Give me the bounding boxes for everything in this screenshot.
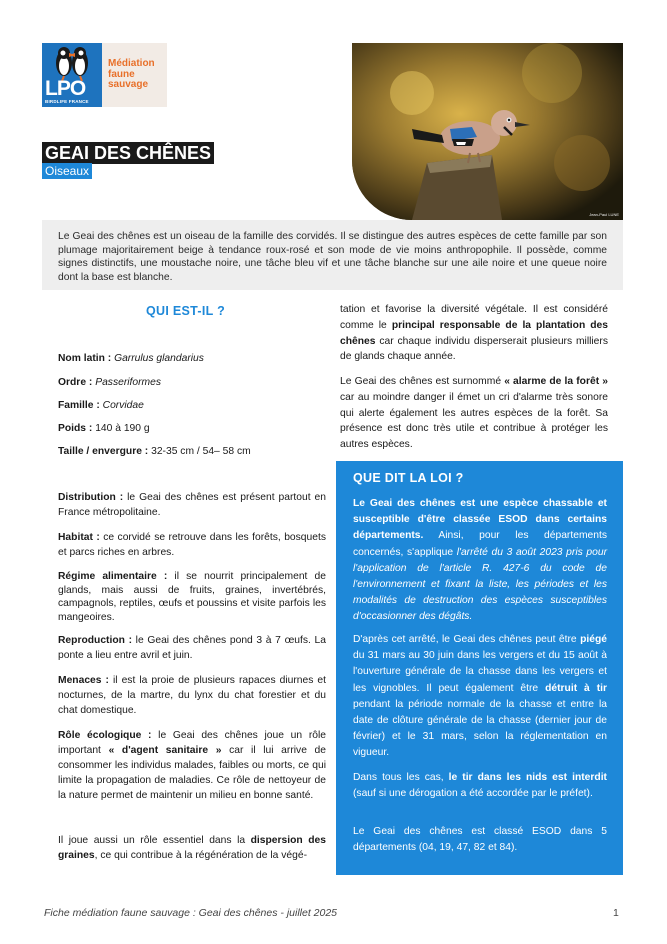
logo-lpo-text: LPO [45,77,86,100]
logo-birdlife-text: BIRDLIFE FRANCE [45,99,89,104]
para-alarme: Le Geai des chênes est surnommé « alarme de la forêt » car au moindre danger il émet un cri d'alarme très sonore qui alerte également les autres espèces de la forêt. Sa présence est donc très utile et contribue à protéger les autres espèces. [340,376,608,451]
page-number: 1 [613,907,619,919]
logo-line3: sauvage [108,79,149,90]
law-box [336,461,623,875]
lpo-logo [42,43,167,107]
law-heading: QUE DIT LA LOI ? [353,471,464,485]
law-para-4: Le Geai des chênes est classé ESOD dans 5 départements (04, 19, 47, 82 et 84). [353,826,607,854]
jay-photo [352,43,623,220]
para-distribution: Distribution : le Geai des chênes est présent partout en France métropolitaine. [58,492,327,518]
logo-blue-panel [42,43,102,107]
page-title: GEAI DES CHÊNES [42,142,214,164]
intro-box: Le Geai des chênes est un oiseau de la famille des corvidés. Il se distingue des autres espèces de cette famille par son plumage majoritairement beige à tendance roux-rosé et son mode de vie moins anthropophile. Il possède, comme signes distinctifs, une moustache noire, une tâche bleu vif et une tâche blanche sur une aile noire et une queue noire dont la base est blanche. [42,220,623,290]
fact-ordre: Ordre : Passeriformes [58,377,162,388]
logo-mediation-panel [102,43,167,107]
page-subtitle: Oiseaux [42,163,92,179]
para-dispersion-cont: tation et favorise la diversité végétale. Il est considéré comme le principal responsable de la plantation des chênes car chaque individu disperserait plusieurs milliers de glands chaque année. [340,304,608,363]
logo-line2: faune [108,68,135,80]
para-menaces: Menaces : il est la proie de plusieurs rapaces diurnes et nocturnes, de la martre, du lynx du chat forestier et du chat domestique. [58,675,326,716]
para-habitat: Habitat : ce corvidé se retrouve dans les forêts, bosquets et parcs riches en arbres. [58,532,326,558]
fact-latin: Nom latin : Garrulus glandarius [58,353,204,364]
jay-bird-image [352,43,623,220]
qui-heading: QUI EST-IL ? [146,304,226,318]
fact-taille: Taille / envergure : 32-35 cm / 54– 58 cm [58,446,251,457]
law-para-3: Dans tous les cas, le tir dans les nids est interdit (sauf si une dérogation a été accordée par le préfet). [353,772,607,800]
logo-line1: Médiation [108,58,155,69]
page-footer: Fiche médiation faune sauvage : Geai des chênes - juillet 2025 [44,907,338,919]
law-para-1: Le Geai des chênes est une espèce chassable et susceptible d'être classée ESOD dans certains départements. Ainsi, pour les départements concernés, s'applique l'arrêté du 3 août 2023 pris pour l'application de l'article R. 427-6 du code de l'environnement et fixant la liste, les périodes et les modalités de destruction des espèces susceptibles d'occasionner des dégâts. [353,498,608,623]
law-para-2: D'après cet arrêté, le Geai des chênes peut être piégé du 31 mars au 30 juin dans les vergers et du 15 août à l'ouverture générale de la chasse dans les vergers et les vignobles. Il peut également être détruit à tir pendant la période normale de la chasse et entre la date de clôture générale de la chasse (dernier jour de février) et le 31 mars, selon la réglementation en vigueur. [353,634,607,759]
photo-credit: Jean-Paul LUNE [589,212,619,217]
para-dispersion-start: Il joue aussi un rôle essentiel dans la dispersion des graines, ce qui contribue à la régénération de la végé- [58,835,326,861]
fact-famille: Famille : Corvidae [58,400,144,411]
para-regime: Régime alimentaire : il se nourrit principalement de glands, mais aussi de fruits, graines, invertébrés, campagnols, reptiles, œufs et poussins et visite parfois les mangeoires. [58,571,327,623]
logo-mediation-text [108,59,155,91]
fact-poids: Poids : 140 à 190 g [58,423,150,434]
para-role: Rôle écologique : le Geai des chênes joue un rôle important « d'agent sanitaire » car il lui arrive de consommer les individus malades, faibles ou morts, ce qui limite la propagation de maladies. Ce rôle de nettoyeur de la nature permet de maintenir un milieu en bonne santé. [58,730,327,801]
para-reproduction: Reproduction : le Geai des chênes pond 3 à 7 œufs. La ponte a lieu entre avril et juin. [58,635,326,661]
